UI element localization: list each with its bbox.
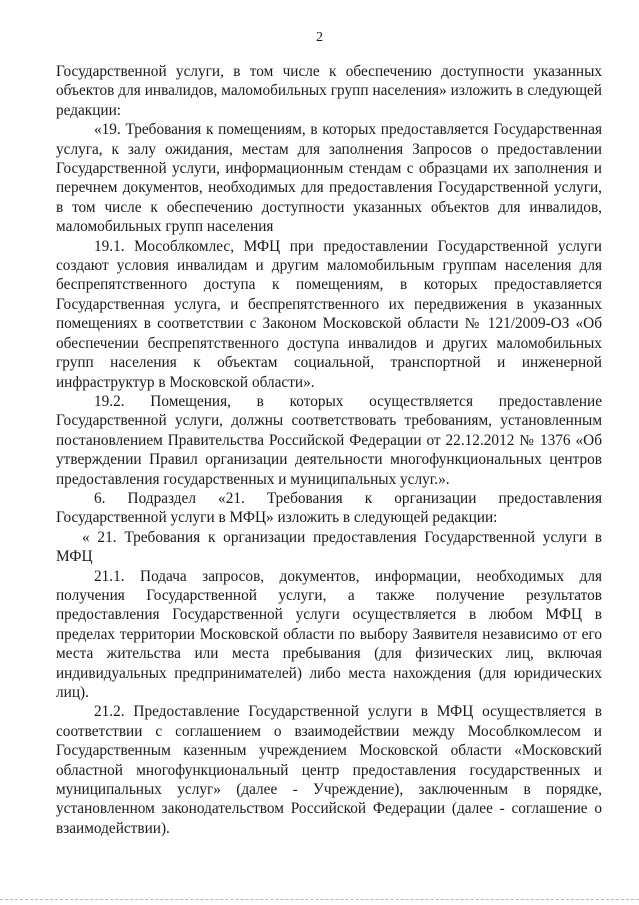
- paragraph-21-2: 21.2. Предоставление Государственной услуги в МФЦ осуществляется в соответствии с соглашением о взаимодействии между Мособлкомлесом и Государственным казенным учреждением Московской области «Московский областной многофункциональный центр предоставления государственных и муниципальных услуг» (далее - Учреждение), заключенным в порядке, установленном законодательством Российской Федерации (далее - соглашение о взаимодействии).: [56, 703, 602, 837]
- paragraph-continuation: Государственной услуги, в том числе к обеспечению доступности указанных объектов для инвалидов, маломобильных групп населения» изложить в следующей редакции:: [56, 63, 602, 119]
- paragraph-19-2: 19.2. Помещения, в которых осуществляется предоставление Государственной услуги, должны соответствовать требованиям, установленным постановлением Правительства Российской Федерации от 22.12.2012 № 1376 «Об утверждении Правил организации деятельности многофункциональных центров предоставления государственных и муниципальных услуг.».: [56, 392, 602, 488]
- document-body: [56, 62, 602, 838]
- scan-edge-divider: [0, 899, 639, 900]
- paragraph-section-19-heading: «19. Требования к помещениям, в которых предоставляется Государственная услуга, к залу ожидания, местам для заполнения Запросов о предоставлении Государственной услуги, информационным стендам с образцами их заполнения и перечнем документов, необходимых для предоставления Государственной услуги, в том числе к обеспечению доступности указанных объектов для инвалидов, маломобильных групп населения: [56, 121, 602, 236]
- paragraph-21-1: 21.1. Подача запросов, документов, информации, необходимых для получения Государственной услуги, а также получение результатов предоставления Государственной услуги осуществляется в любом МФЦ в пределах территории Московской области по выбору Заявителя независимо от его места жительства или места пребывания (для физических лиц, включая индивидуальных предпринимателей) либо места нахождения (для юридических лиц).: [56, 567, 602, 701]
- paragraph-19-1: 19.1. Мособлкомлес, МФЦ при предоставлении Государственной услуги создают условия инвалидам и другим маломобильным группам населения для беспрепятственного доступа к помещениям, в которых предоставляется Государственная услуга, и беспрепятственного их передвижения в указанных помещениях в соответствии с Законом Московской области № 121/2009-ОЗ «Об обеспечении беспрепятственного доступа инвалидов и других маломобильных групп населения к объектам социальной, транспортной и инженерной инфраструктур в Московской области».: [56, 237, 602, 391]
- paragraph-section-21-heading: « 21. Требования к организации предоставления Государственной услуги в МФЦ: [56, 528, 602, 566]
- page-number: 2: [316, 30, 323, 45]
- paragraph-item-6: 6. Подраздел «21. Требования к организации предоставления Государственной услуги в МФЦ» изложить в следующей редакции:: [56, 489, 602, 527]
